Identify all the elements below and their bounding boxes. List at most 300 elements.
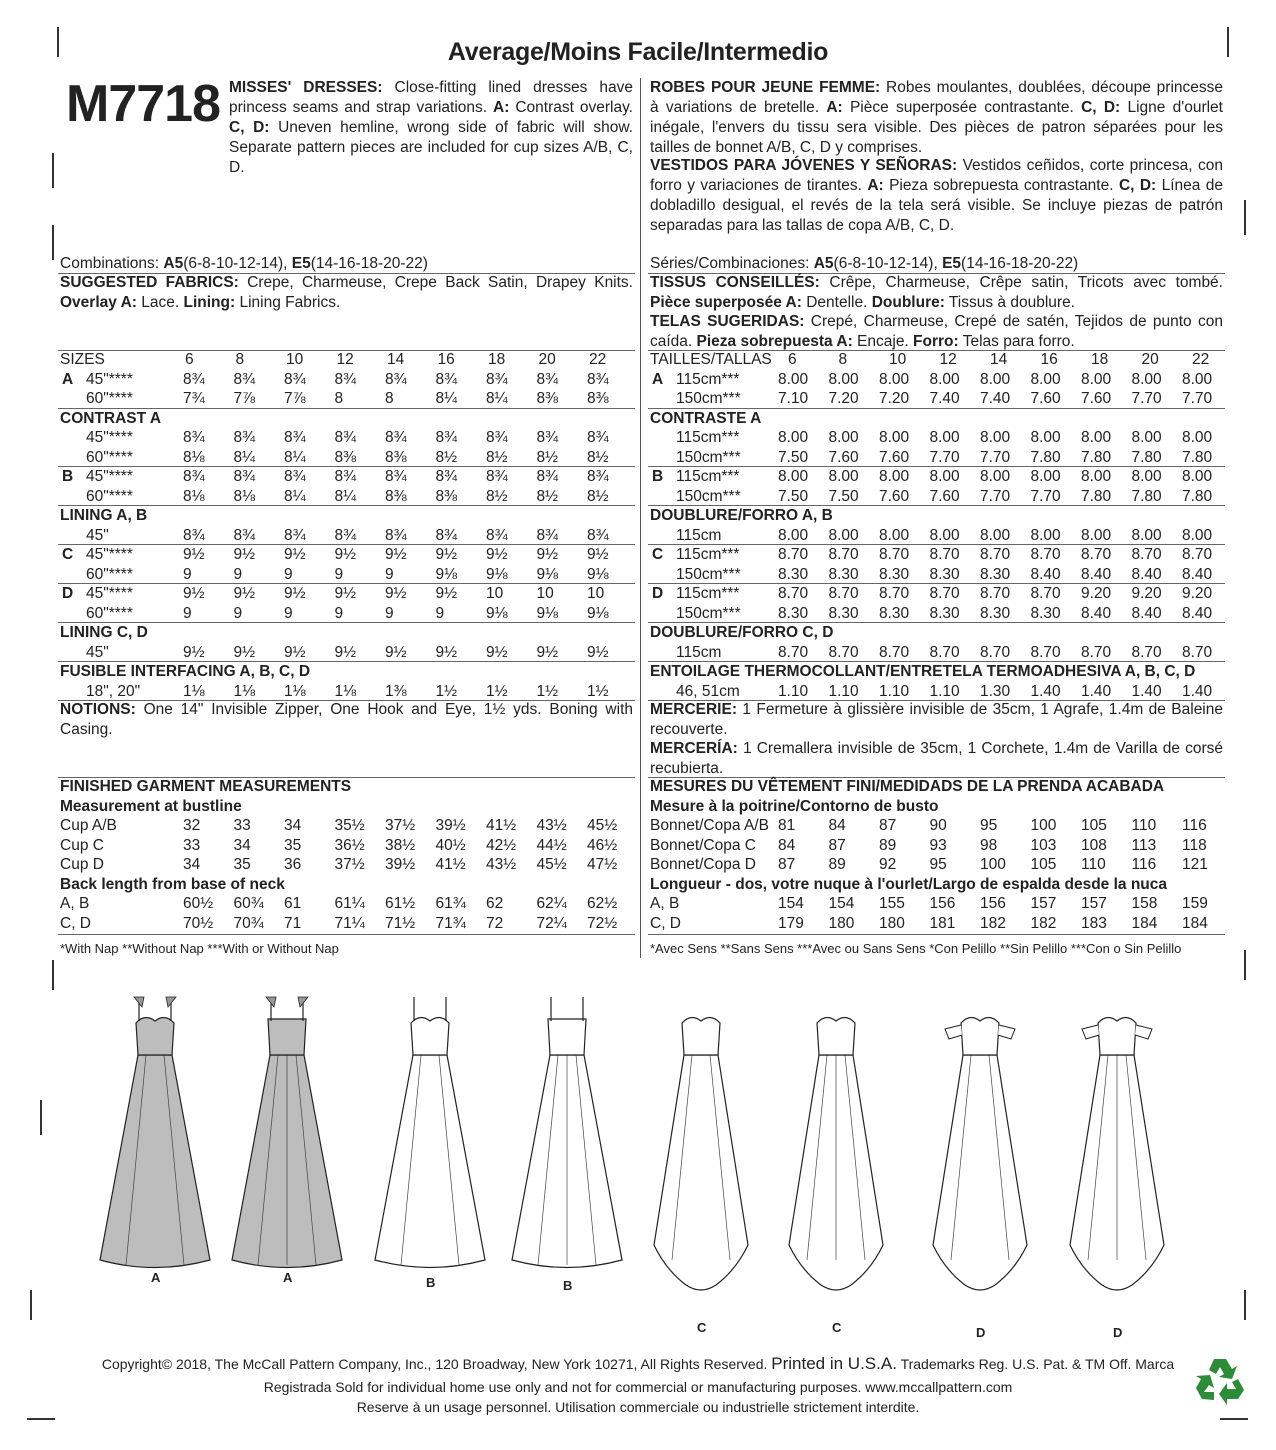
size-cell: 10 xyxy=(889,351,907,368)
table-row xyxy=(58,487,636,507)
dress-drawing-hilo-front xyxy=(636,990,766,1335)
yardage-cell: 8.40 xyxy=(1081,604,1112,622)
yardage-cell: 8.00 xyxy=(879,429,910,446)
measurement-label: C, D xyxy=(60,914,91,932)
yardage-cell: 1⅛ xyxy=(233,682,256,700)
yardage-cell: 8¾ xyxy=(385,429,407,446)
measurements-subtitle-text: Longueur - dos, votre nuque à l'ourlet/Largo de espalda desde la nuca xyxy=(650,875,1167,893)
size-cell: 14 xyxy=(387,351,405,368)
yardage-cell: 8½ xyxy=(435,448,458,466)
yardage-cell: 9½ xyxy=(435,546,458,563)
yardage-cell: 8¾ xyxy=(183,429,205,446)
measurements-subtitle-text: Measurement at bustline xyxy=(60,797,242,815)
table-row xyxy=(58,467,636,487)
section-header-row xyxy=(648,623,1226,643)
measurement-cell: 105 xyxy=(1081,817,1107,834)
measurement-cell: 32 xyxy=(183,817,201,834)
yardage-cell: 7.80 xyxy=(1182,487,1213,505)
section-header-row xyxy=(58,409,636,429)
measurement-cell: 113 xyxy=(1131,836,1157,854)
paragraph-text: Close-fitting lined dresses have princess seams and strap variations. xyxy=(229,79,633,116)
yardage-cell: 8.70 xyxy=(828,643,859,661)
yardage-cell: 8.70 xyxy=(1030,546,1061,563)
yardage-cell: 9.20 xyxy=(1131,585,1162,602)
yardage-cell: 9 xyxy=(284,604,293,622)
crop-mark xyxy=(52,960,54,990)
size-cell: 12 xyxy=(336,351,354,368)
yardage-cell: 8.30 xyxy=(828,565,859,583)
measurement-cell: 184 xyxy=(1182,914,1208,932)
yardage-cell: 8¾ xyxy=(486,429,508,446)
bold-term: MERCERÍA: xyxy=(650,740,738,757)
measurement-cell: 35½ xyxy=(334,817,365,834)
garment-measurements-imperial xyxy=(58,777,636,957)
yardage-cell: 8.70 xyxy=(1081,546,1112,563)
bold-term: C, D: xyxy=(1118,177,1157,194)
section-header-row xyxy=(648,662,1226,682)
measurement-cell: 180 xyxy=(828,914,855,932)
yardage-cell: 8.00 xyxy=(828,429,859,446)
yardage-cell: 8.00 xyxy=(1131,429,1162,446)
measurement-label: Bonnet/Copa D xyxy=(650,856,756,873)
yardage-cell: 8¾ xyxy=(284,429,306,446)
yardage-cell: 8.30 xyxy=(980,604,1011,622)
crop-mark xyxy=(30,1290,32,1320)
view-label: C xyxy=(832,1320,842,1335)
width-label: 150cm*** xyxy=(676,565,741,583)
yardage-cell: 1.10 xyxy=(929,682,960,700)
footnote-text: *Avec Sens **Sans Sens ***Avec ou Sans Sens *Con Pelillo **Sin Pelillo ***Con o Sin Pelillo xyxy=(650,941,1182,956)
width-label: 150cm*** xyxy=(676,390,741,407)
size-header-row xyxy=(58,350,636,370)
crop-mark xyxy=(27,1418,55,1420)
yardage-cell: 7.50 xyxy=(778,487,809,505)
yardage-cell: 9⅛ xyxy=(587,604,609,622)
yardage-cell: 8.70 xyxy=(828,585,859,602)
yardage-cell: 8.40 xyxy=(1081,565,1112,583)
yardage-cell: 8.70 xyxy=(1182,546,1213,563)
yardage-cell: 9½ xyxy=(334,643,357,661)
yardage-cell: 9 xyxy=(233,565,243,583)
bold-term: MERCERIE: xyxy=(650,701,737,718)
measurement-cell: 98 xyxy=(980,836,998,854)
yardage-cell: 8.70 xyxy=(929,546,960,563)
yardage-cell: 8¾ xyxy=(536,526,559,544)
measurement-cell: 103 xyxy=(1030,836,1057,854)
view-letter: D xyxy=(652,585,664,602)
measurement-cell: 40½ xyxy=(435,836,466,854)
yardage-cell: 7.70 xyxy=(929,448,960,466)
yardage-cell: 9½ xyxy=(486,643,508,661)
paragraph-text: Dentelle. xyxy=(801,294,872,311)
yardage-cell: 9½ xyxy=(183,643,205,661)
measurement-row xyxy=(58,836,636,856)
yardage-cell: 8¾ xyxy=(486,468,508,485)
yardage-cell: 7.10 xyxy=(778,390,809,407)
notions-en xyxy=(60,700,633,740)
yardage-cell: 9⅛ xyxy=(536,604,559,622)
measurement-label: Bonnet/Copa A/B xyxy=(650,817,769,834)
description-es xyxy=(650,156,1223,236)
yardage-cell: 9 xyxy=(334,604,344,622)
size-cell: 20 xyxy=(538,351,556,368)
description-fr xyxy=(650,78,1223,158)
measurement-cell: 72 xyxy=(486,914,504,932)
measurements-subtitle-text: Back length from base of neck xyxy=(60,875,285,893)
paragraph-text: Vestidos ceñidos, corte princesa, con forro y variaciones de tirantes. xyxy=(650,157,1223,194)
yardage-cell: 9 xyxy=(435,604,445,622)
section-header-row xyxy=(648,506,1226,526)
yardage-cell: 8.30 xyxy=(980,565,1011,583)
section-header: DOUBLURE/FORRO A, B xyxy=(650,507,833,524)
yardage-cell: 7.70 xyxy=(1131,390,1162,407)
yardage-cell: 8½ xyxy=(486,448,508,466)
bold-term: TISSUS CONSEILLÉS: xyxy=(650,274,820,291)
view-letter: A xyxy=(652,370,664,388)
measurement-cell: 41½ xyxy=(435,856,466,873)
measurement-cell: 61 xyxy=(284,895,302,912)
technical-drawings xyxy=(90,990,1200,1340)
yardage-cell: 8.00 xyxy=(778,468,809,485)
yardage-cell: 8.70 xyxy=(828,546,859,563)
bold-term: Pieza sobrepuesta A: xyxy=(696,333,853,350)
bold-term: TELAS SUGERIDAS: xyxy=(650,313,805,330)
dress-drawing-cold-shoulder-front xyxy=(915,990,1045,1335)
yardage-cell: 8¾ xyxy=(587,526,609,544)
column-divider xyxy=(640,78,641,958)
yardage-cell: 8.00 xyxy=(879,526,910,544)
measurement-cell: 183 xyxy=(1081,914,1107,932)
yardage-cell: 8⅜ xyxy=(536,390,559,407)
yardage-cell: 9½ xyxy=(435,585,458,602)
yardage-cell: 7.60 xyxy=(1030,390,1061,407)
view-label: B xyxy=(426,1275,436,1290)
yardage-cell: 8.70 xyxy=(1131,643,1162,661)
measurement-cell: 45½ xyxy=(536,856,567,873)
measurement-row xyxy=(648,855,1226,875)
width-label: 45" xyxy=(86,643,109,661)
yardage-cell: 8.00 xyxy=(1182,526,1213,544)
yardage-cell: 7⅞ xyxy=(284,390,306,407)
size-cell: 6 xyxy=(788,351,797,368)
measurement-cell: 33 xyxy=(233,817,251,834)
yardage-cell: 8¼ xyxy=(284,487,306,505)
view-letter: B xyxy=(62,468,74,485)
yardage-cell: 7¾ xyxy=(183,390,205,407)
yardage-cell: 8¼ xyxy=(334,487,357,505)
dress-drawing-hilo-back xyxy=(771,990,901,1335)
yardage-cell: 8.70 xyxy=(1030,585,1061,602)
yardage-cell: 1.40 xyxy=(1182,682,1213,700)
yardage-cell: 8.00 xyxy=(778,526,809,544)
yardage-cell: 8.00 xyxy=(1182,429,1213,446)
table-row xyxy=(58,526,636,546)
yardage-cell: 8¾ xyxy=(334,526,357,544)
copyright-line-1: Copyright© 2018, The McCall Pattern Company, Inc., 120 Broadway, New York 10271, All Rights Reserved. Printed in U.S.A. Trademarks Reg. U.S. Pat. & TM Off. Marca xyxy=(101,1354,1175,1373)
paragraph-text: Ligne d'ourlet inégale, l'envers du tissu sera visible. Des pièces de patron séparées pour les tailles de bonnet A/B, C, D y comprises. xyxy=(650,99,1223,156)
table-top-rule xyxy=(648,350,1225,351)
measurement-label: Cup C xyxy=(60,836,104,854)
yardage-cell: 8.70 xyxy=(778,546,809,563)
yardage-cell: 7⅞ xyxy=(233,390,256,407)
yardage-cell: 7.60 xyxy=(929,487,960,505)
view-letter: C xyxy=(652,546,664,563)
yardage-cell: 9⅛ xyxy=(486,565,508,583)
yardage-cell: 8¼ xyxy=(233,448,256,466)
view-label: C xyxy=(697,1320,707,1335)
measurement-cell: 39½ xyxy=(385,856,416,873)
yardage-cell: 7.70 xyxy=(980,487,1011,505)
yardage-cell: 8.30 xyxy=(879,604,910,622)
yardage-cell: 8¾ xyxy=(536,429,559,446)
crop-mark xyxy=(1244,1290,1246,1320)
paragraph-text: Línea de dobladillo desigual, el revés de la tela será visible. Se incluye piezas de patrón separadas para las tallas de copa A/B, C, D. xyxy=(650,177,1223,234)
measurement-cell: 95 xyxy=(980,817,998,834)
combinations-en: Combinations: A5(6-8-10-12-14), E5(14-16-18-20-22) xyxy=(60,255,428,272)
paragraph-text: Lining Fabrics. xyxy=(235,294,341,311)
yardage-cell: 8¾ xyxy=(385,468,407,485)
yardage-cell: 8.40 xyxy=(1030,565,1061,583)
measurement-cell: 34 xyxy=(284,817,302,834)
bold-term: Doublure: xyxy=(871,294,945,311)
measurement-row xyxy=(648,914,1226,934)
measurement-label: Cup A/B xyxy=(60,817,117,834)
section-header: ENTOILAGE THERMOCOLLANT/ENTRETELA TERMOADHESIVA A, B, C, D xyxy=(650,663,1196,680)
measurement-cell: 71 xyxy=(284,914,302,932)
section-header: LINING C, D xyxy=(60,624,148,641)
table-row xyxy=(648,389,1226,409)
crop-mark xyxy=(40,1100,42,1135)
yardage-cell: 8⅜ xyxy=(385,448,407,466)
yardage-cell: 9 xyxy=(334,565,344,583)
yardage-cell: 9½ xyxy=(587,643,609,661)
yardage-cell: 7.60 xyxy=(1081,390,1112,407)
measurement-cell: 184 xyxy=(1131,914,1158,932)
yardage-cell: 1⅛ xyxy=(183,682,205,700)
measurement-cell: 116 xyxy=(1131,856,1157,873)
measurement-cell: 179 xyxy=(778,914,804,932)
table-row xyxy=(58,584,636,604)
yardage-cell: 7.60 xyxy=(879,448,910,466)
yardage-cell: 9½ xyxy=(385,643,407,661)
table-row xyxy=(648,604,1226,624)
yardage-cell: 8¾ xyxy=(233,468,256,485)
width-label: 115cm*** xyxy=(676,585,740,602)
measurement-cell: 93 xyxy=(929,836,947,854)
measurement-cell: 180 xyxy=(879,914,905,932)
measurement-cell: 108 xyxy=(1081,836,1107,854)
measurement-cell: 47½ xyxy=(587,856,618,873)
measurement-cell: 37½ xyxy=(334,856,365,873)
measurement-cell: 105 xyxy=(1030,856,1057,873)
measurement-cell: 92 xyxy=(879,856,897,873)
recycle-icon xyxy=(1192,1353,1248,1409)
crop-mark xyxy=(52,153,54,188)
yardage-cell: 8¾ xyxy=(587,429,609,446)
yardage-cell: 8.00 xyxy=(1030,526,1061,544)
yardage-cell: 1.10 xyxy=(879,682,910,700)
yardage-cell: 9½ xyxy=(435,643,458,661)
paragraph-text: Tissus à doublure. xyxy=(944,294,1075,311)
yardage-cell: 7.20 xyxy=(828,390,859,407)
width-label: 115cm*** xyxy=(676,370,740,388)
measurement-cell: 95 xyxy=(929,856,947,873)
yardage-cell: 9½ xyxy=(233,585,256,602)
measurement-row xyxy=(648,836,1226,856)
yardage-cell: 7.50 xyxy=(828,487,859,505)
section-header-row xyxy=(58,506,636,526)
yardage-cell: 8⅜ xyxy=(587,390,609,407)
yardage-cell: 8.70 xyxy=(1030,643,1061,661)
yardage-cell: 8¾ xyxy=(587,370,609,388)
view-letter: D xyxy=(62,585,74,602)
yardage-cell: 8½ xyxy=(486,487,508,505)
row-separator xyxy=(648,934,1225,935)
size-cell: 22 xyxy=(1192,351,1210,368)
yardage-cell: 7.40 xyxy=(929,390,960,407)
view-label: B xyxy=(563,1278,573,1293)
yardage-cell: 8.40 xyxy=(1131,604,1162,622)
table-row xyxy=(58,643,636,663)
yardage-cell: 8.00 xyxy=(1182,370,1213,388)
yardage-cell: 8¾ xyxy=(183,370,205,388)
yardage-cell: 8.00 xyxy=(980,429,1011,446)
sizes-label: SIZES xyxy=(60,351,105,368)
width-label: 45"**** xyxy=(86,546,133,563)
yardage-cell: 8⅛ xyxy=(183,487,205,505)
yardage-cell: 7.80 xyxy=(1081,448,1112,466)
crop-mark xyxy=(52,225,54,260)
yardage-cell: 8.70 xyxy=(929,585,960,602)
bold-term: A: xyxy=(826,99,843,116)
crop-mark xyxy=(1220,1418,1248,1420)
view-label: D xyxy=(976,1325,986,1340)
sizes-label: TAILLES/TALLAS xyxy=(650,351,772,368)
yardage-cell: 8¾ xyxy=(536,468,559,485)
measurement-cell: 62½ xyxy=(587,895,618,912)
yardage-cell: 8½ xyxy=(536,448,559,466)
yardage-cell: 8.00 xyxy=(778,429,809,446)
yardage-cell: 9.20 xyxy=(1182,585,1213,602)
yardage-cell: 9⅛ xyxy=(536,565,559,583)
yardage-cell: 8⅜ xyxy=(435,487,458,505)
yardage-cell: 8.70 xyxy=(778,643,809,661)
bold-term: NOTIONS: xyxy=(60,701,136,718)
table-row xyxy=(648,467,1226,487)
yardage-cell: 8 xyxy=(385,390,394,407)
yardage-cell: 8¾ xyxy=(486,526,508,544)
measurement-cell: 43½ xyxy=(486,856,517,873)
measurement-cell: 62 xyxy=(486,895,504,912)
yardage-cell: 7.70 xyxy=(1182,390,1213,407)
width-label: 60"**** xyxy=(86,448,133,466)
yardage-cell: 9½ xyxy=(284,546,306,563)
yardage-cell: 7.80 xyxy=(1131,487,1162,505)
page-title: Average/Moins Facile/Intermedio xyxy=(447,38,829,66)
measurement-cell: 156 xyxy=(980,895,1006,912)
width-label: 150cm*** xyxy=(676,448,741,466)
view-label: A xyxy=(283,1270,293,1285)
width-label: 115cm*** xyxy=(676,546,740,563)
view-label: D xyxy=(1113,1325,1123,1340)
yardage-cell: 8.00 xyxy=(1081,429,1112,446)
width-label: 115cm xyxy=(676,526,722,544)
paragraph-text: Crepé, Charmeuse, Crepé de satén, Tejidos de punto con caída. xyxy=(650,313,1223,350)
bold-term: VESTIDOS PARA JÓVENES Y SEÑORAS: xyxy=(650,157,958,174)
yardage-cell: 8.00 xyxy=(879,370,910,388)
measurement-cell: 182 xyxy=(980,914,1006,932)
yardage-cell: 7.40 xyxy=(980,390,1011,407)
yardage-cell: 9½ xyxy=(587,546,609,563)
yardage-cell: 10 xyxy=(536,585,554,602)
yardage-cell: 9 xyxy=(183,604,192,622)
yardage-cell: 7.70 xyxy=(980,448,1011,466)
section-header-row xyxy=(648,409,1226,429)
yardage-cell: 8¾ xyxy=(233,526,256,544)
table-row xyxy=(58,370,636,390)
measurement-cell: 155 xyxy=(879,895,905,912)
measurement-cell: 116 xyxy=(1182,817,1207,834)
table-row xyxy=(648,584,1226,604)
yardage-cell: 8¾ xyxy=(183,526,205,544)
measurement-cell: 60¾ xyxy=(233,895,264,912)
size-cell: 16 xyxy=(437,351,455,368)
crop-mark xyxy=(1244,200,1246,235)
yardage-cell: 9½ xyxy=(183,585,205,602)
measurement-label: Cup D xyxy=(60,856,104,873)
yardage-cell: 8.30 xyxy=(879,565,910,583)
measurement-cell: 110 xyxy=(1131,817,1157,834)
measurement-cell: 70¾ xyxy=(233,914,264,932)
yardage-cell: 8.00 xyxy=(828,370,859,388)
yardage-cell: 9 xyxy=(284,565,293,583)
yardage-cell: 8.70 xyxy=(980,546,1011,563)
fabrics-en xyxy=(60,273,633,313)
width-label: 150cm*** xyxy=(676,487,741,505)
measurement-cell: 33 xyxy=(183,836,201,854)
bold-term: Forro: xyxy=(913,333,959,350)
yardage-cell: 8¼ xyxy=(284,448,306,466)
yardage-table-imperial xyxy=(58,350,636,700)
table-row xyxy=(648,565,1226,585)
paragraph-text: Crêpe, Charmeuse, Crêpe satin, Tricots avec tombé. xyxy=(819,274,1223,291)
yardage-cell: 9½ xyxy=(233,643,256,661)
yardage-cell: 1.10 xyxy=(828,682,859,700)
yardage-cell: 8.40 xyxy=(1182,565,1213,583)
table-row xyxy=(648,643,1226,663)
yardage-cell: 10 xyxy=(486,585,504,602)
yardage-cell: 8¾ xyxy=(435,429,458,446)
size-cell: 8 xyxy=(838,351,848,368)
measurement-row xyxy=(648,894,1226,914)
yardage-cell: 8.70 xyxy=(879,546,910,563)
width-label: 115cm xyxy=(676,643,722,661)
section-header: CONTRASTE A xyxy=(650,409,762,427)
yardage-cell: 8.30 xyxy=(1030,604,1061,622)
bold-term: C, D: xyxy=(1081,99,1121,116)
bold-term: C, D: xyxy=(229,119,270,136)
measurement-cell: 84 xyxy=(778,836,796,854)
yardage-cell: 8¾ xyxy=(233,370,256,388)
yardage-cell: 8¼ xyxy=(435,390,458,407)
yardage-cell: 9 xyxy=(385,565,394,583)
bold-term: SUGGESTED FABRICS: xyxy=(60,274,239,291)
yardage-cell: 7.70 xyxy=(1030,487,1061,505)
yardage-cell: 8.00 xyxy=(828,468,859,485)
paragraph-text: Telas para forro. xyxy=(958,333,1075,350)
table-row xyxy=(58,428,636,448)
yardage-cell: 8½ xyxy=(536,487,559,505)
